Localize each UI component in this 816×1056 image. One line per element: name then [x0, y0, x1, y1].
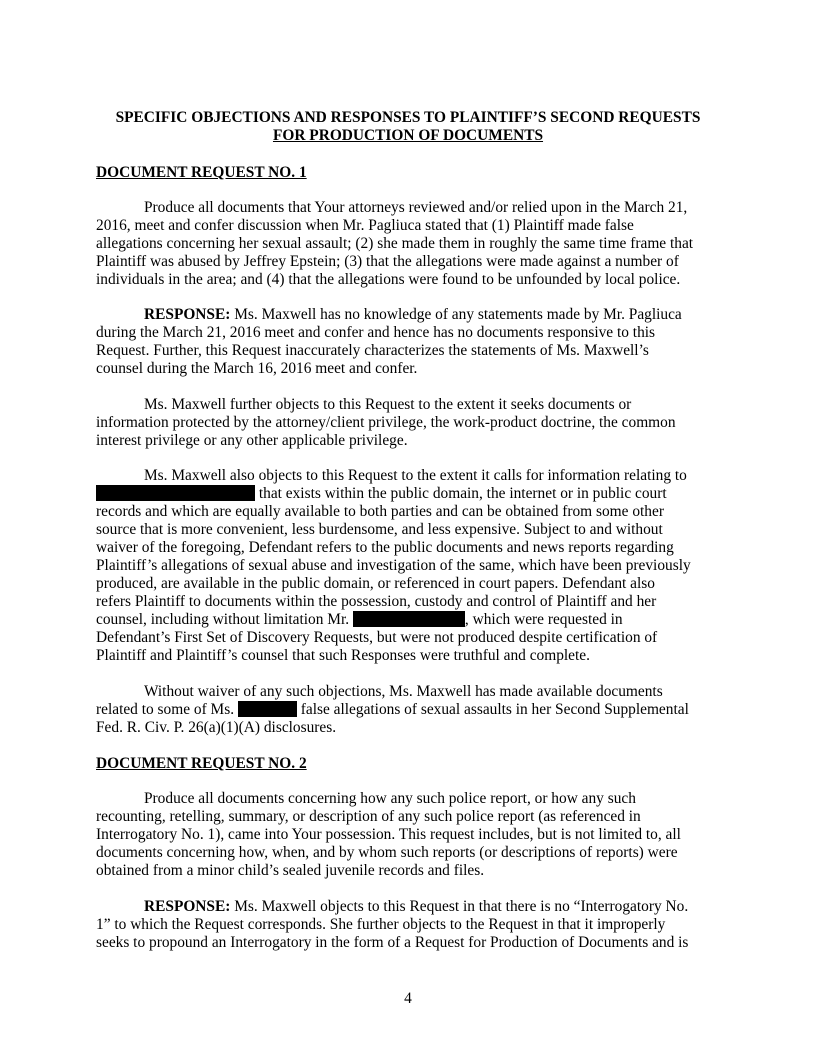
- waiver-text: related to some of Ms.: [96, 701, 238, 718]
- heading-line-2-text: FOR PRODUCTION OF DOCUMENTS: [272, 127, 544, 144]
- public-domain-objection-text: refers Plaintiff to documents within the possession, custody and control of Plaintiff and her: [96, 593, 657, 610]
- response-2-text: Ms. Maxwell objects to this Request in that there is no “Interrogatory No.: [230, 898, 689, 915]
- response-1-text: Request. Further, this Request inaccurately characterizes the statements of Ms. Maxwell’s: [96, 342, 649, 359]
- response-label: RESPONSE:: [144, 306, 231, 323]
- privilege-objection-text: information protected by the attorney/client privilege, the work-product doctrine, the common: [96, 414, 676, 431]
- public-domain-objection-text: Defendant’s First Set of Discovery Requests, but were not produced despite certification of: [96, 629, 658, 646]
- redaction-block: [238, 701, 297, 717]
- heading-line-1: SPECIFIC OBJECTIONS AND RESPONSES TO PLAINTIFF’S SECOND REQUESTS: [115, 109, 701, 126]
- request-2-text: documents concerning how, when, and by whom such reports (or descriptions of reports) were: [96, 844, 678, 861]
- public-domain-objection-text: waiver of the foregoing, Defendant refers to the public documents and news reports regarding: [96, 539, 674, 556]
- response-2-text: seeks to propound an Interrogatory in the form of a Request for Production of Documents and is: [96, 934, 689, 951]
- public-domain-objection-text: counsel, including without limitation Mr.: [96, 611, 353, 628]
- response-1-text: Ms. Maxwell has no knowledge of any statements made by Mr. Pagliuca: [230, 306, 682, 323]
- response-1-text: during the March 21, 2016 meet and confer and hence has no documents responsive to this: [96, 324, 656, 341]
- page-number: 4: [404, 990, 412, 1007]
- response-1-text: counsel during the March 16, 2016 meet and confer.: [96, 360, 418, 377]
- public-domain-objection-line: [96, 485, 667, 503]
- public-domain-objection-line: [96, 611, 623, 629]
- request-2-text: obtained from a minor child’s sealed juvenile records and files.: [96, 862, 485, 879]
- heading-line-2: [0, 127, 816, 145]
- request-2-text: recounting, retelling, summary, or description of any such police report (as referenced in: [96, 808, 641, 825]
- privilege-objection-text: interest privilege or any other applicable privilege.: [96, 432, 408, 449]
- redaction-block: [353, 611, 465, 627]
- request-1-text: individuals in the area; and (4) that the allegations were found to be unfounded by local police.: [96, 271, 681, 288]
- request-1-title: DOCUMENT REQUEST NO. 1: [96, 164, 307, 181]
- request-2-title: DOCUMENT REQUEST NO. 2: [96, 755, 307, 772]
- response-2-text: 1” to which the Request corresponds. She further objects to the Request in that it improperly: [96, 916, 666, 933]
- waiver-text: Fed. R. Civ. P. 26(a)(1)(A) disclosures.: [96, 719, 337, 736]
- public-domain-objection-text: Ms. Maxwell also objects to this Request to the extent it calls for information relating to: [144, 467, 687, 484]
- request-1-text: 2016, meet and confer discussion when Mr. Pagliuca stated that (1) Plaintiff made false: [96, 217, 634, 234]
- response-label: RESPONSE:: [144, 898, 231, 915]
- waiver-text: Without waiver of any such objections, Ms. Maxwell has made available documents: [144, 683, 663, 700]
- request-2-text: Produce all documents concerning how any such police report, or how any such: [144, 790, 636, 807]
- public-domain-objection-text: source that is more convenient, less burdensome, and less expensive. Subject to and without: [96, 521, 663, 538]
- privilege-objection-text: Ms. Maxwell further objects to this Request to the extent it seeks documents or: [144, 396, 632, 413]
- public-domain-objection-text: produced, are available in the public domain, or referenced in court papers. Defendant also: [96, 575, 655, 592]
- public-domain-objection-text: records and which are equally available to both parties and can be obtained from some other: [96, 503, 664, 520]
- public-domain-objection-text: that exists within the public domain, the internet or in public court: [255, 485, 667, 502]
- public-domain-objection-text: Plaintiff and Plaintiff’s counsel that such Responses were truthful and complete.: [96, 647, 590, 664]
- request-1-text: Produce all documents that Your attorneys reviewed and/or relied upon in the March 21,: [144, 199, 688, 216]
- waiver-text: false allegations of sexual assaults in her Second Supplemental: [296, 701, 689, 718]
- response-2-line: [144, 898, 688, 916]
- public-domain-objection-text: , which were requested in: [464, 611, 623, 628]
- redaction-block: [96, 485, 255, 501]
- request-1-text: allegations concerning her sexual assault; (2) she made them in roughly the same time frame that: [96, 235, 694, 252]
- public-domain-objection-text: Plaintiff’s allegations of sexual abuse and investigation of the same, which have been previously: [96, 557, 691, 574]
- response-1-line: [144, 306, 682, 324]
- request-1-text: Plaintiff was abused by Jeffrey Epstein; (3) that the allegations were made against a number of: [96, 253, 679, 270]
- request-2-text: Interrogatory No. 1), came into Your possession. This request includes, but is not limited to, all: [96, 826, 681, 843]
- waiver-line: [96, 701, 689, 719]
